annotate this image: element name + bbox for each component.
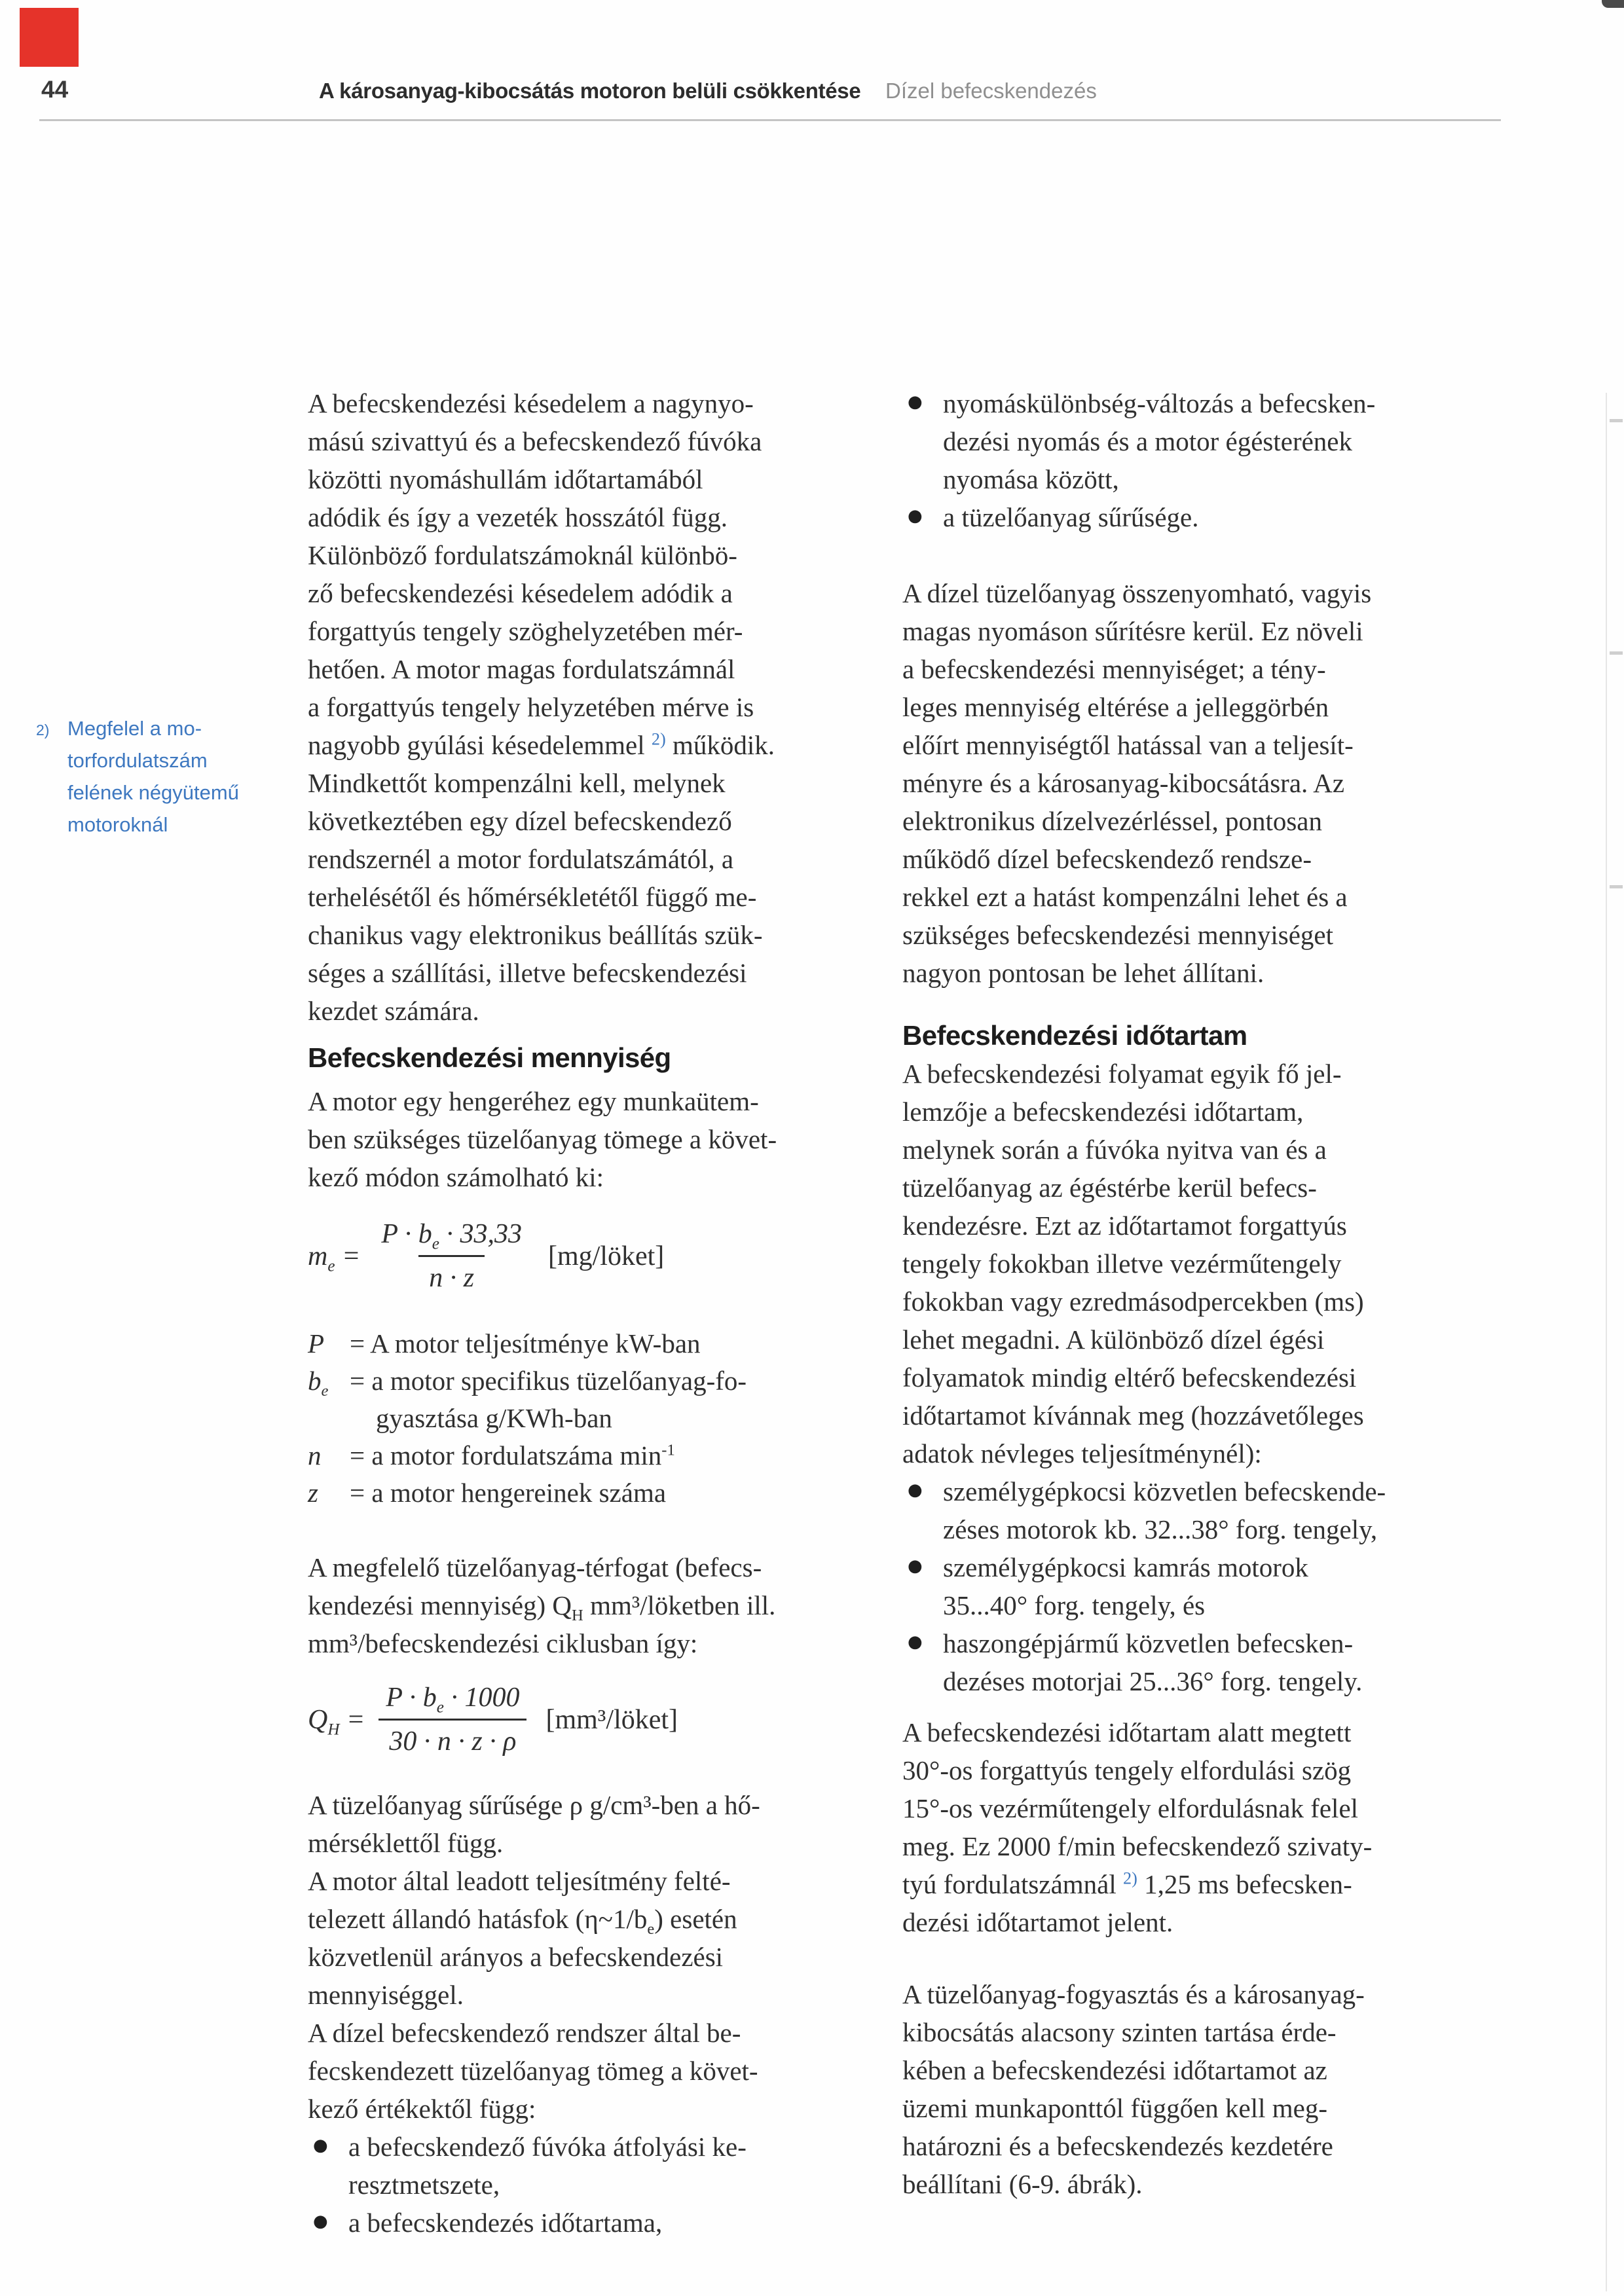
text-line: meg. Ez 2000 f/min befecskendező szivaty- <box>902 1831 1373 1861</box>
definition-term: z <box>308 1478 318 1508</box>
footnote-ref: 2) <box>1123 1868 1137 1888</box>
text-line: leges mennyiség eltérése a jelleggörbén <box>902 692 1329 722</box>
text-line: Különböző fordulatszámoknál különbö- <box>308 540 737 570</box>
footnote-text <box>67 712 239 841</box>
text-line: következtében egy dízel befecskendező <box>308 806 732 836</box>
text-line: nagyobb gyúlási késedelemmel $^{2)}$ működik. <box>308 729 775 760</box>
text-line: nagyon pontosan be lehet állítani. <box>902 958 1264 988</box>
subscript: e <box>432 1235 439 1253</box>
text-line: A tüzelőanyag-fogyasztás és a károsanyag- <box>902 1979 1365 2009</box>
footnote-ref: 2) <box>651 729 666 749</box>
text-line: melynek során a fúvóka nyitva van és a <box>902 1135 1327 1165</box>
left-column <box>308 384 850 2242</box>
formula-numerator: $P \cdot b_e \cdot 33,33$ <box>381 1219 522 1253</box>
text-line: lehet megadni. A különböző dízel égési <box>902 1324 1325 1355</box>
superscript: -1 <box>661 1441 675 1459</box>
text-line: üzemi munkaponttól függően kell meg- <box>902 2093 1328 2123</box>
text-line: séges a szállítási, illetve befecskendezési <box>308 958 747 988</box>
paragraph <box>902 1055 1504 1472</box>
text-line: szükséges befecskendezési mennyiséget <box>902 920 1334 950</box>
text-line: kibocsátás alacsony szinten tartása érde- <box>902 2017 1337 2047</box>
bullet-item <box>902 1472 1504 1548</box>
text-line: 15°-os vezérműtengely elfordulásnak felel <box>902 1793 1359 1823</box>
text-line: kendezési mennyiség) $Q_H$ mm³/löketben ill. <box>308 1590 776 1625</box>
text-line: A befecskendezési folyamat egyik fő jel- <box>902 1059 1342 1089</box>
formula-denominator: 30 · n · z · ρ <box>378 1719 526 1757</box>
text-line: határozni és a befecskendezés kezdetére <box>902 2131 1333 2161</box>
text-line: működő dízel befecskendező rendsze- <box>902 844 1312 874</box>
page-edge-mark <box>1610 885 1623 888</box>
paragraph <box>308 1786 850 2128</box>
definition-term: $b_e$ <box>308 1366 329 1400</box>
bullet-item <box>902 1624 1504 1700</box>
text-line: forgattyús tengely szöghelyzetében mér- <box>308 616 743 646</box>
bullet-icon: ● <box>908 1556 923 1576</box>
bullet-list <box>308 2128 850 2242</box>
text-line: ző befecskendezési késedelem adódik a <box>308 578 733 608</box>
text-line: személygépkocsi kamrás motorok <box>943 1552 1308 1582</box>
right-column <box>902 384 1504 2203</box>
scan-page-edge <box>1606 393 1607 2291</box>
footnote-line: motoroknál <box>67 813 168 836</box>
definition-text: = A motor teljesítménye kW-ban <box>350 1328 701 1358</box>
text-line: elektronikus dízelvezérléssel, pontosan <box>902 806 1322 836</box>
text-line: ményre és a károsanyag-kibocsátásra. Az <box>902 768 1345 798</box>
footnote-line: Megfelel a mo- <box>67 717 202 740</box>
definition-term: P <box>308 1328 325 1358</box>
text-line: mású szivattyú és a befecskendező fúvóka <box>308 426 762 456</box>
footnote-ref-label: 2) <box>36 721 50 738</box>
subscript: e <box>436 1698 444 1717</box>
definition-text: gyasztása g/KWh-ban <box>376 1403 612 1433</box>
text-line: közötti nyomáshullám időtartamából <box>308 464 703 494</box>
text-line: fecskendezett tüzelőanyag tömeg a követ- <box>308 2056 758 2086</box>
paragraph <box>902 1975 1504 2203</box>
text-line: Mindkettőt kompenzálni kell, melynek <box>308 768 726 798</box>
bullet-icon: ● <box>908 1480 923 1500</box>
bullet-item <box>902 1548 1504 1624</box>
section-heading: Befecskendezési mennyiség <box>308 1042 671 1073</box>
text-line: időtartamot kívánnak meg (hozzávetőleges <box>902 1400 1364 1430</box>
definition-text: = a motor fordulatszáma $\min^{-1}$ <box>350 1440 675 1470</box>
paragraph <box>308 1082 850 1196</box>
text-line: dezéses motorjai 25...36° forg. tengely. <box>943 1666 1363 1696</box>
footnote-line: felének négyütemű <box>67 781 239 804</box>
page-edge-mark <box>1610 651 1623 655</box>
text-line: rendszernél a motor fordulatszámától, a <box>308 844 734 874</box>
text-line: nyomása között, <box>943 464 1119 494</box>
text-line: dezési nyomás és a motor égésterének <box>943 426 1353 456</box>
margin-footnote <box>36 712 291 841</box>
formula-fraction <box>371 1218 532 1294</box>
text-line: mérséklettől függ. <box>308 1828 504 1858</box>
text-line: A tüzelőanyag sűrűsége ρ g/cm³-ben a hő- <box>308 1790 760 1820</box>
text-line: beállítani (6-9. ábrák). <box>902 2169 1143 2199</box>
text-line: adódik és így a vezeték hosszától függ. <box>308 502 728 532</box>
bullet-icon: ● <box>908 392 923 412</box>
bullet-list <box>902 384 1504 536</box>
text-line: mennyiséggel. <box>308 1980 464 2010</box>
text-line: A befecskendezési késedelem a nagynyo- <box>308 388 754 418</box>
text-line: A dízel tüzelőanyag összenyomható, vagyis <box>902 578 1372 608</box>
text-line: a befecskendezés időtartama, <box>348 2208 663 2238</box>
bullet-item <box>308 2204 850 2242</box>
formula-unit: [mm³/löket] <box>545 1704 678 1735</box>
text-line: a befecskendező fúvóka átfolyási ke- <box>348 2132 747 2162</box>
page-number: 44 <box>41 76 69 103</box>
text-line: dezési időtartamot jelent. <box>902 1907 1173 1937</box>
definition-row <box>308 1437 850 1474</box>
formula-numerator: $P \cdot b_e \cdot 1000$ <box>386 1683 520 1717</box>
text-line: folyamatok mindig eltérő befecskendezési <box>902 1362 1357 1393</box>
text-line: haszongépjármű közvetlen befecsken- <box>943 1628 1354 1658</box>
text-line: zéses motorok kb. 32...38° forg. tengely, <box>943 1514 1378 1544</box>
text-line: A megfelelő tüzelőanyag-térfogat (befecs- <box>308 1552 762 1582</box>
bullet-item <box>902 498 1504 536</box>
text-line: kendezésre. Ezt az időtartamot forgattyús <box>902 1211 1347 1241</box>
bullet-icon: ● <box>908 1632 923 1652</box>
bullet-item <box>902 384 1504 498</box>
definition-term <box>308 1400 350 1437</box>
text-line: előírt mennyiségtől hatással van a teljesít- <box>902 730 1354 760</box>
bullet-list <box>902 1472 1504 1700</box>
subscript: e <box>321 1382 329 1400</box>
bullet-item <box>308 2128 850 2204</box>
text-line: resztmetszete, <box>348 2170 500 2200</box>
text-line: kező értékektől függ: <box>308 2094 536 2124</box>
text-line: A motor egy hengeréhez egy munkaütem- <box>308 1086 759 1116</box>
text-line: nyomáskülönbség-változás a befecsken- <box>943 388 1376 418</box>
bullet-icon: ● <box>313 2212 328 2231</box>
text-line: tengely fokokban illetve vezérműtengely <box>902 1248 1342 1279</box>
formula-unit: [mg/löket] <box>547 1241 665 1271</box>
definition-term: n <box>308 1440 322 1470</box>
definition-row <box>308 1400 850 1437</box>
footnote-line: torfordulatszám <box>67 749 208 772</box>
text-line: tyú fordulatszámnál $^{2)}$ 1,25 ms befecsken- <box>902 1868 1352 1899</box>
text-line: fokokban vagy ezredmásodpercekben (ms) <box>902 1286 1364 1317</box>
text-line: A dízel befecskendező rendszer által be- <box>308 2018 741 2048</box>
bullet-icon: ● <box>313 2136 328 2155</box>
header-divider <box>39 119 1501 121</box>
page-edge-mark <box>1610 419 1623 422</box>
paragraph <box>308 384 850 1030</box>
subscript: H <box>572 1607 583 1625</box>
text-line: kező módon számolható ki: <box>308 1162 604 1192</box>
text-line: kében a befecskendezési időtartamot az <box>902 2055 1327 2085</box>
subscript: H <box>327 1720 340 1738</box>
definition-row <box>308 1362 850 1400</box>
text-line: tüzelőanyag az égéstérbe kerül befecs- <box>902 1173 1317 1203</box>
text-line: a forgattyús tengely helyzetében mérve is <box>308 692 754 722</box>
chapter-title: A károsanyag-kibocsátás motoron belüli csökkentése <box>319 79 861 103</box>
text-line: A motor által leadott teljesítmény felté- <box>308 1866 731 1896</box>
text-line: A befecskendezési időtartam alatt megtett <box>902 1717 1352 1747</box>
paragraph <box>902 574 1504 992</box>
subscript: e <box>327 1256 335 1275</box>
section-subtitle: Dízel befecskendezés <box>885 79 1097 103</box>
definition-list <box>308 1325 850 1512</box>
subscript: e <box>647 1920 655 1939</box>
formula-lhs: $m_e$ = <box>308 1241 361 1275</box>
text-line: közvetlenül arányos a befecskendezési <box>308 1942 724 1972</box>
text-line: lemzője a befecskendezési időtartam, <box>902 1097 1304 1127</box>
text-line: 35...40° forg. tengely, és <box>943 1590 1206 1620</box>
text-line: adatok névleges teljesítménynél): <box>902 1438 1262 1468</box>
text-line: személygépkocsi közvetlen befecskende- <box>943 1476 1386 1506</box>
text-line: telezett állandó hatásfok $(\eta\sim 1/b_e)$ esetén <box>308 1904 737 1939</box>
formula-fraction <box>375 1682 530 1757</box>
definition-row <box>308 1474 850 1512</box>
text-line: magas nyomáson sűrítésre kerül. Ez növeli <box>902 616 1363 646</box>
formula-lhs: $Q_H$ = <box>308 1704 365 1738</box>
text-line: ben szükséges tüzelőanyag tömege a követ- <box>308 1124 777 1154</box>
text-line: a tüzelőanyag sűrűsége. <box>943 502 1199 532</box>
text-line: 30°-os forgattyús tengely elfordulási szög <box>902 1755 1352 1785</box>
formula-denominator: n · z <box>418 1255 485 1294</box>
paragraph <box>902 1713 1504 1941</box>
section-heading: Befecskendezési időtartam <box>902 1020 1247 1051</box>
scan-corner-artifact <box>1602 0 1624 8</box>
bullet-icon: ● <box>908 506 923 526</box>
formula <box>308 1209 850 1303</box>
text-line: hetően. A motor magas fordulatszámnál <box>308 654 735 684</box>
text-line: chanikus vagy elektronikus beállítás szük- <box>308 920 763 950</box>
text-line: kezdet számára. <box>308 996 479 1026</box>
text-line: mm³/befecskendezési ciklusban így: <box>308 1628 698 1658</box>
paragraph <box>308 1548 850 1662</box>
definition-text: = a motor hengereinek száma <box>350 1478 667 1508</box>
text-line: a befecskendezési mennyiséget; a tény- <box>902 654 1326 684</box>
formula <box>308 1673 850 1766</box>
text-line: rekkel ezt a hatást kompenzálni lehet és a <box>902 882 1348 912</box>
text-line: terhelésétől és hőmérsékletétől függő me- <box>308 882 757 912</box>
page-corner-marker <box>20 8 79 67</box>
definition-text: = a motor specifikus tüzelőanyag-fo- <box>350 1366 747 1396</box>
definition-row <box>308 1325 850 1362</box>
